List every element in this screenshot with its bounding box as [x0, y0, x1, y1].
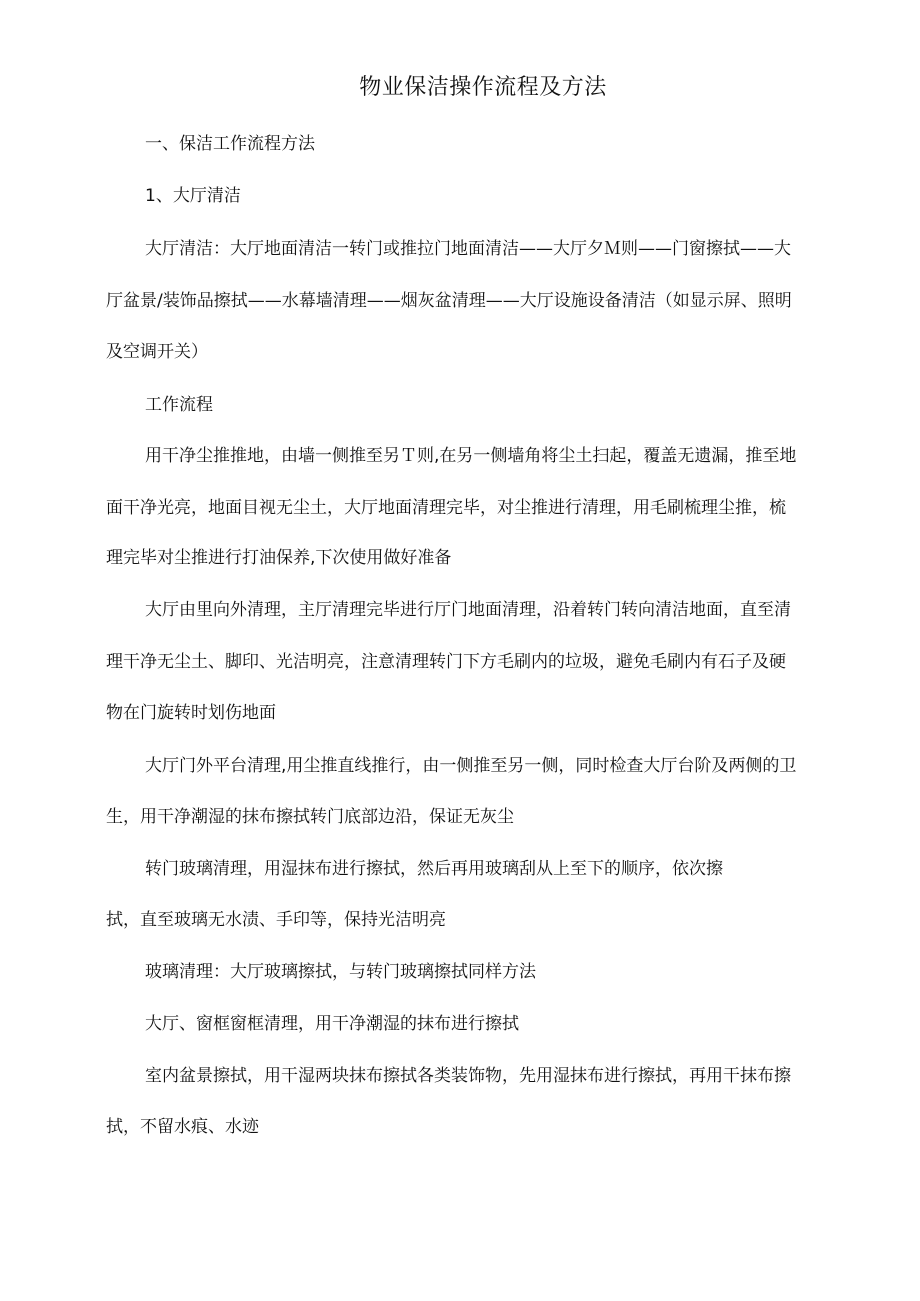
paragraph-line: 理完毕对尘推进行打油保养,下次使用做好准备	[106, 548, 452, 568]
document-title: 物业保洁操作流程及方法	[359, 75, 607, 100]
paragraph-line: 大厅清洁：大厅地面清洁一转门或推拉门地面清洁——大厅夕Ｍ则——门窗擦拭——大	[145, 239, 791, 259]
paragraph-line: 室内盆景擦拭，用干湿两块抹布擦拭各类装饰物，先用湿抹布进行擦拭，再用干抹布擦	[145, 1066, 791, 1086]
subsection-heading: 1、大厅清洁	[145, 186, 241, 206]
workflow-heading: 工作流程	[145, 395, 213, 415]
paragraph-line: 理干净无尘土、脚印、光洁明亮，注意清理转门下方毛刷内的垃圾，避免毛刷内有石子及硬	[106, 652, 786, 672]
paragraph-line: 拭，直至玻璃无水渍、手印等，保持光洁明亮	[106, 910, 446, 930]
paragraph-line: 及空调开关）	[106, 342, 208, 362]
paragraph-line: 大厅门外平台清理,用尘推直线推行，由一侧推至另一侧，同时检查大厅台阶及两侧的卫	[145, 756, 797, 776]
paragraph-line: 物在门旋转时划伤地面	[106, 703, 276, 723]
paragraph-line: 玻璃清理：大厅玻璃擦拭，与转门玻璃擦拭同样方法	[145, 962, 536, 982]
paragraph-line: 大厅由里向外清理，主厅清理完毕进行厅门地面清理，沿着转门转向清洁地面，直至清	[145, 600, 791, 620]
paragraph-line: 厅盆景/装饰品擦拭——水幕墙清理——烟灰盆清理——大厅设施设备清洁（如显示屏、照明	[106, 291, 792, 311]
section-heading: 一、保洁工作流程方法	[145, 134, 315, 154]
paragraph-line: 用干净尘推推地，由墙一侧推至另Ｔ则,在另一侧墙角将尘土扫起，覆盖无遗漏，推至地	[145, 446, 797, 466]
paragraph-line: 大厅、窗框窗框清理，用干净潮湿的抹布进行擦拭	[145, 1014, 519, 1034]
paragraph-line: 面干净光亮，地面目视无尘土，大厅地面清理完毕，对尘推进行清理，用毛刷梳理尘推，梳	[106, 498, 786, 518]
paragraph-line: 拭，不留水痕、水迹	[106, 1117, 259, 1137]
paragraph-line: 生，用干净潮湿的抹布擦拭转门底部边沿，保证无灰尘	[106, 807, 514, 827]
paragraph-line: 转门玻璃清理，用湿抹布进行擦拭，然后再用玻璃刮从上至下的顺序，依次擦	[145, 859, 723, 879]
